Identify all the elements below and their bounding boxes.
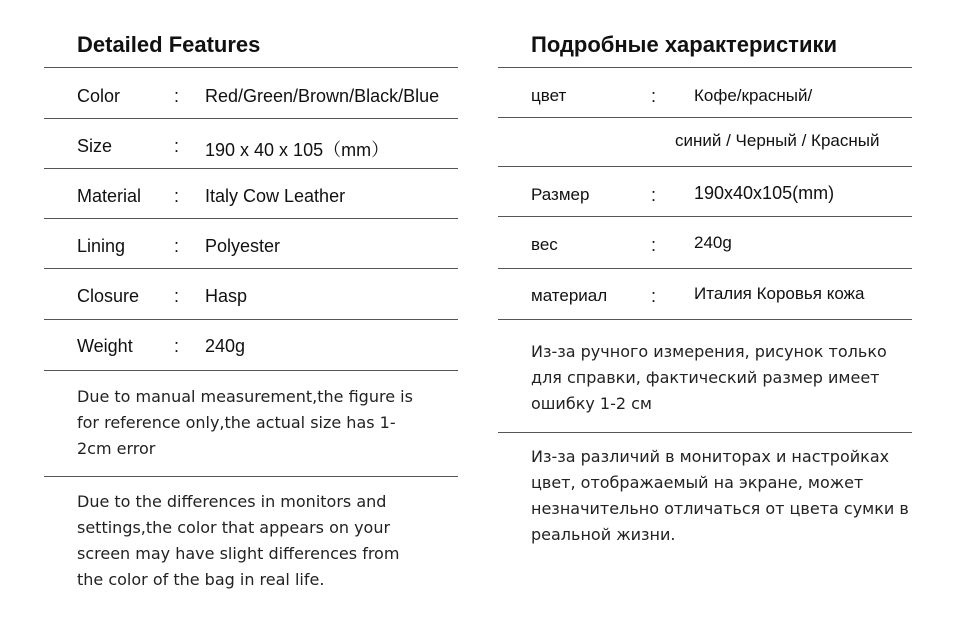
spec-value: Кофе/красный/ bbox=[694, 86, 813, 105]
divider bbox=[44, 370, 458, 371]
spec-value: 190x40x105(mm) bbox=[694, 183, 835, 203]
english-title: Detailed Features bbox=[77, 32, 261, 57]
spec-value: Red/Green/Brown/Black/Blue bbox=[205, 86, 440, 106]
divider bbox=[44, 268, 458, 269]
spec-colon: : bbox=[651, 286, 657, 306]
color-note: Due to the differences in monitors and settings,the color that appears on your screen may have slight differences from the color of the bag in real life. bbox=[77, 492, 400, 589]
divider bbox=[498, 268, 912, 269]
measurement-note-ru: Из-за ручного измерения, рисунок только для справки, фактический размер имеет ошибку 1-2 см bbox=[531, 342, 887, 413]
spec-colon: : bbox=[651, 185, 657, 205]
russian-title: Подробные характеристики bbox=[531, 32, 838, 57]
divider bbox=[44, 118, 458, 119]
divider bbox=[498, 432, 912, 433]
spec-value: 240g bbox=[694, 233, 732, 252]
spec-colon: : bbox=[174, 86, 180, 106]
spec-colon: : bbox=[651, 86, 657, 106]
divider bbox=[498, 216, 912, 217]
spec-value: 240g bbox=[205, 336, 246, 356]
measurement-note: Due to manual measurement,the figure is for reference only,the actual size has 1-2cm error bbox=[77, 387, 413, 458]
divider bbox=[498, 166, 912, 167]
spec-label: Color bbox=[77, 86, 121, 106]
spec-label: Weight bbox=[77, 336, 133, 356]
divider bbox=[498, 117, 912, 118]
divider bbox=[44, 67, 458, 68]
spec-label: материал bbox=[531, 286, 608, 305]
divider bbox=[44, 319, 458, 320]
spec-label: Closure bbox=[77, 286, 140, 306]
spec-value: синий / Черный / Красный bbox=[675, 131, 880, 150]
color-note-ru: Из-за различий в мониторах и настройках цвет, отображаемый на экране, может незначительно отличаться от цвета сумки в реальной жизни. bbox=[531, 447, 909, 544]
spec-value: Italy Cow Leather bbox=[205, 186, 346, 206]
spec-label: Material bbox=[77, 186, 142, 206]
divider bbox=[498, 67, 912, 68]
spec-label: Size bbox=[77, 136, 113, 156]
divider bbox=[498, 319, 912, 320]
spec-value: 190 x 40 x 105（mm） bbox=[205, 140, 390, 160]
spec-colon: : bbox=[174, 336, 180, 356]
spec-value: Polyester bbox=[205, 236, 281, 256]
spec-label: Размер bbox=[531, 185, 590, 204]
spec-label: цвет bbox=[531, 86, 567, 105]
divider bbox=[44, 218, 458, 219]
spec-colon: : bbox=[174, 136, 180, 156]
spec-label: вес bbox=[531, 235, 558, 254]
spec-colon: : bbox=[651, 235, 657, 255]
spec-value: Hasp bbox=[205, 286, 248, 306]
spec-colon: : bbox=[174, 236, 180, 256]
divider bbox=[44, 476, 458, 477]
spec-colon: : bbox=[174, 186, 180, 206]
spec-label: Lining bbox=[77, 236, 126, 256]
spec-colon: : bbox=[174, 286, 180, 306]
divider bbox=[44, 168, 458, 169]
spec-value: Италия Коровья кожа bbox=[694, 284, 865, 303]
